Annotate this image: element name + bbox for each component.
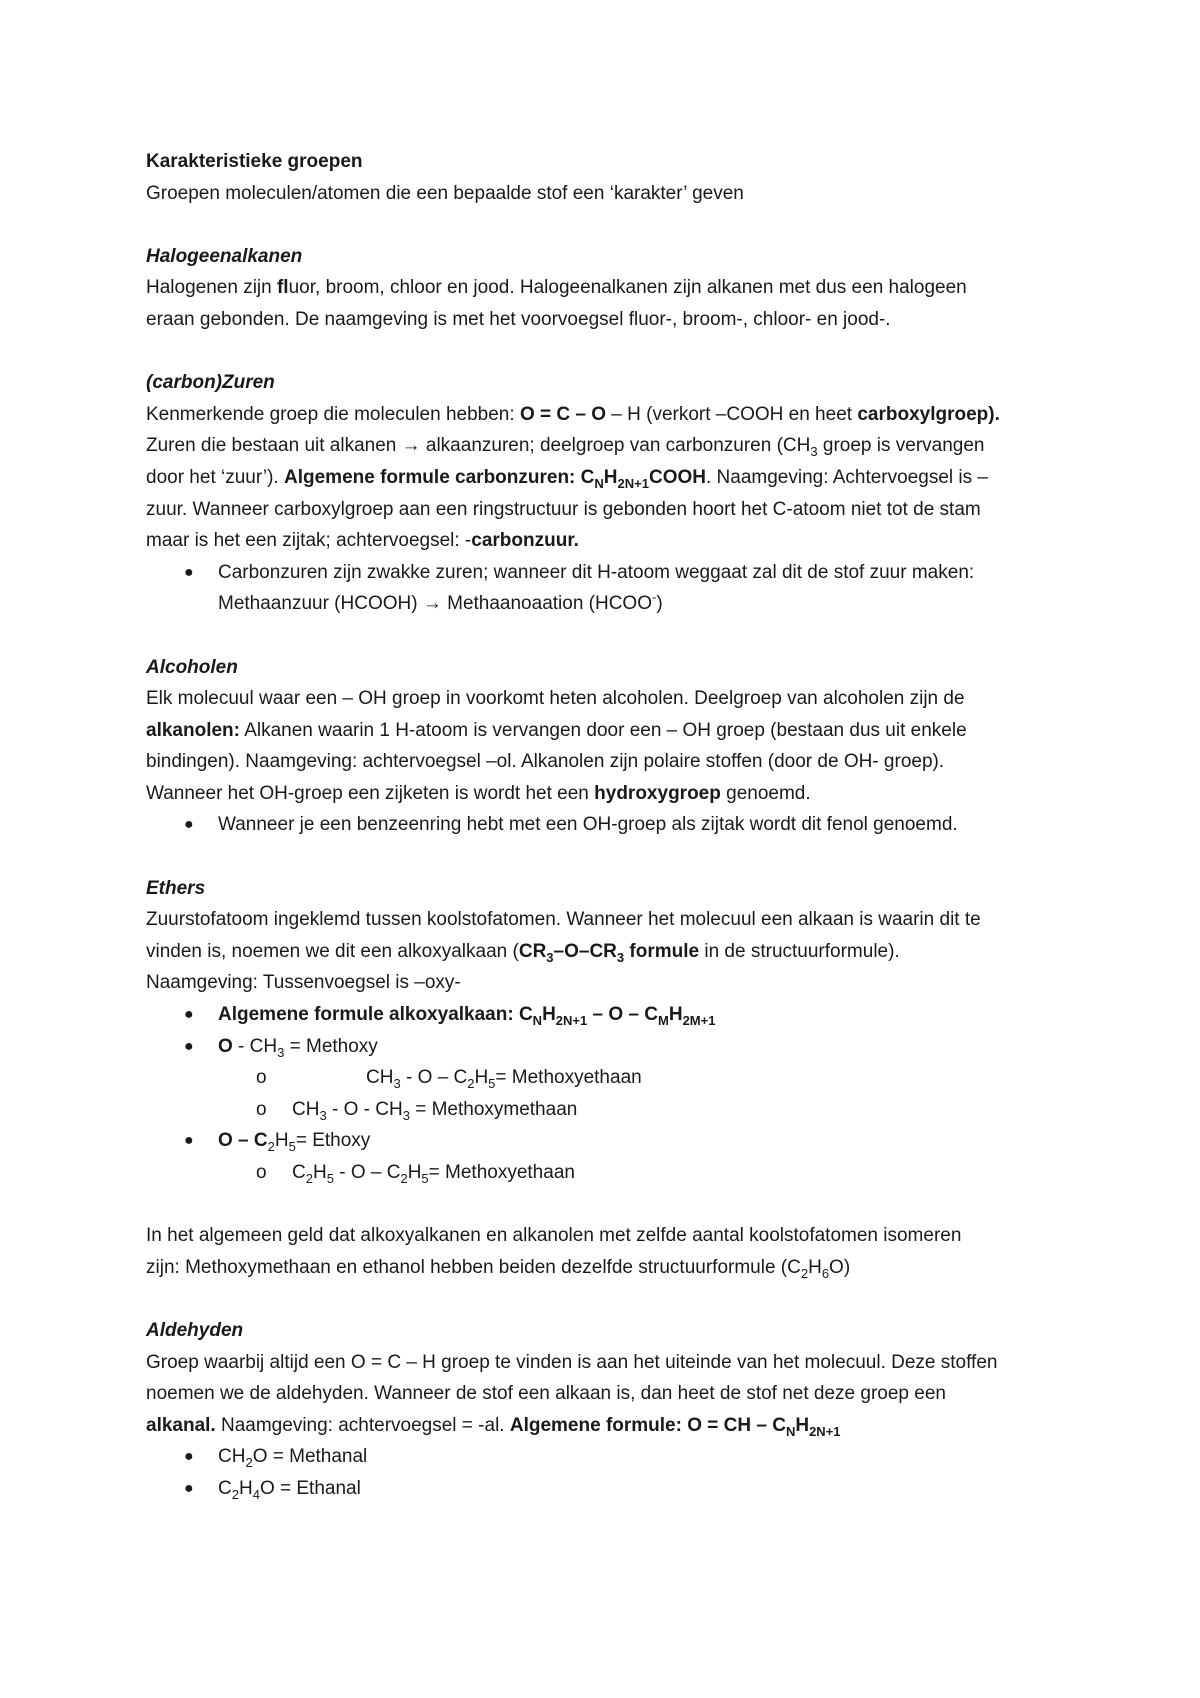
paragraph-line: Halogenen zijn fluor, broom, chloor en jood. Halogeenalkanen zijn alkanen met dus een halogeen xyxy=(146,277,967,299)
section-heading-zuren: (carbon)Zuren xyxy=(146,372,275,394)
list-item: ● O - $CH_3$ = Methoxy xyxy=(146,1031,1076,1063)
sub-list-item: o $CH_3$ - O - $CH_3$ = Methoxymethaan xyxy=(146,1094,1076,1126)
paragraph-line: Kenmerkende groep die moleculen hebben: O = C – O – H (verkort –COOH en heet carboxylgroep). xyxy=(146,403,1000,425)
paragraph-line: maar is het een zijtak; achtervoegsel: -carbonzuur. xyxy=(146,530,579,552)
paragraph-line: door het ‘zuur’). Algemene formule carbonzuren: $C_NH_{2N+1}COOH$. Naamgeving: Achtervoegsel is – xyxy=(146,466,988,491)
sub-list-item: o $CH_3 - O - C_2H_5=$ Methoxyethaan xyxy=(146,1062,1076,1094)
bullet-icon: ● xyxy=(184,1448,194,1466)
bullet-icon: ● xyxy=(184,1006,194,1024)
paragraph-line: In het algemeen geld dat alkoxyalkanen en alkanolen met zelfde aantal koolstofatomen isomeren xyxy=(146,1225,962,1247)
paragraph-line: zuur. Wanneer carboxylgroep aan een ringstructuur is gebonden hoort het C-atoom niet tot de stam xyxy=(146,498,981,520)
list-item-continuation: Methaanzuur (HCOOH) → Methaanoaation (HCOO-) xyxy=(218,589,663,615)
page-title: Karakteristieke groepen xyxy=(146,151,363,172)
list-item: ● Algemene formule alkoxyalkaan: $C_NH_{2N+1}$ – O – $C_MH_{2M+1}$ xyxy=(146,999,1076,1031)
list-item: ● $O - C_2H_5=$ Ethoxy xyxy=(146,1125,1076,1157)
list-item: ● Carbonzuren zijn zwakke zuren; wanneer dit H-atoom weggaat zal dit de stof zuur maken: xyxy=(146,557,1076,589)
paragraph-line: eraan gebonden. De naamgeving is met het voorvoegsel fluor-, broom-, chloor- en jood-. xyxy=(146,308,891,330)
bullet-icon: ● xyxy=(184,563,194,581)
list-item: ● $CH_2O$ = Methanal xyxy=(146,1441,1076,1473)
bullet-icon: ● xyxy=(184,816,194,834)
paragraph-line: Elk molecuul waar een – OH groep in voorkomt heten alcoholen. Deelgroep van alcoholen zijn de xyxy=(146,688,965,710)
list-item: ● $C_2H_4O$ = Ethanal xyxy=(146,1473,1076,1505)
paragraph-line: zijn: Methoxymethaan en ethanol hebben beiden dezelfde structuurformule $(C_2H_6O)$ xyxy=(146,1256,851,1281)
paragraph-line: vinden is, noemen we dit een alkoxyalkaan ($CR_3-O-CR_3$ formule in de structuurformule). xyxy=(146,940,900,965)
section-heading-alcoholen: Alcoholen xyxy=(146,656,238,678)
paragraph-line: Wanneer het OH-groep een zijketen is wordt het een hydroxygroep genoemd. xyxy=(146,782,811,804)
sub-bullet-icon: o xyxy=(256,1162,267,1183)
paragraph-line: Groep waarbij altijd een O = C – H groep te vinden is aan het uiteinde van het molecuul. Deze stoffen xyxy=(146,1351,998,1373)
sub-bullet-icon: o xyxy=(256,1067,267,1089)
paragraph-line: Naamgeving: Tussenvoegsel is –oxy- xyxy=(146,972,461,994)
paragraph-line: alkanolen: Alkanen waarin 1 H-atoom is vervangen door een – OH groep (bestaan dus uit enkele xyxy=(146,719,967,741)
paragraph-line: bindingen). Naamgeving: achtervoegsel –ol. Alkanolen zijn polaire stoffen (door de OH- groep). xyxy=(146,751,945,773)
section-heading-aldehyden: Aldehyden xyxy=(146,1319,244,1341)
paragraph-line: Zuurstofatoom ingeklemd tussen koolstofatomen. Wanneer het molecuul een alkaan is waarin dit te xyxy=(146,909,981,931)
list-item: ● Wanneer je een benzeenring hebt met een OH-groep als zijtak wordt dit fenol genoemd. xyxy=(146,809,1076,841)
section-heading-halogeenalkanen: Halogeenalkanen xyxy=(146,245,303,267)
bullet-icon: ● xyxy=(184,1037,194,1055)
sub-bullet-icon: o xyxy=(256,1098,267,1120)
sub-list-item: o $C_2H_5 - O - C_2H_5=$ Methoxyethaan xyxy=(146,1157,1076,1189)
paragraph-line: Zuren die bestaan uit alkanen → alkaanzuren; deelgroep van carbonzuren ($CH_3$ groep is vervangen xyxy=(146,435,985,460)
paragraph-line: noemen we de aldehyden. Wanneer de stof een alkaan is, dan heet de stof net deze groep een xyxy=(146,1383,946,1405)
bullet-icon: ● xyxy=(184,1132,194,1150)
intro-text: Groepen moleculen/atomen die een bepaalde stof een ‘karakter’ geven xyxy=(146,182,744,204)
paragraph-line: alkanal. Naamgeving: achtervoegsel = -al. Algemene formule: O = CH – $C_NH_{2N+1}$ xyxy=(146,1414,841,1439)
document-page xyxy=(146,146,1076,1505)
bullet-icon: ● xyxy=(184,1479,194,1497)
section-heading-ethers: Ethers xyxy=(146,877,206,899)
